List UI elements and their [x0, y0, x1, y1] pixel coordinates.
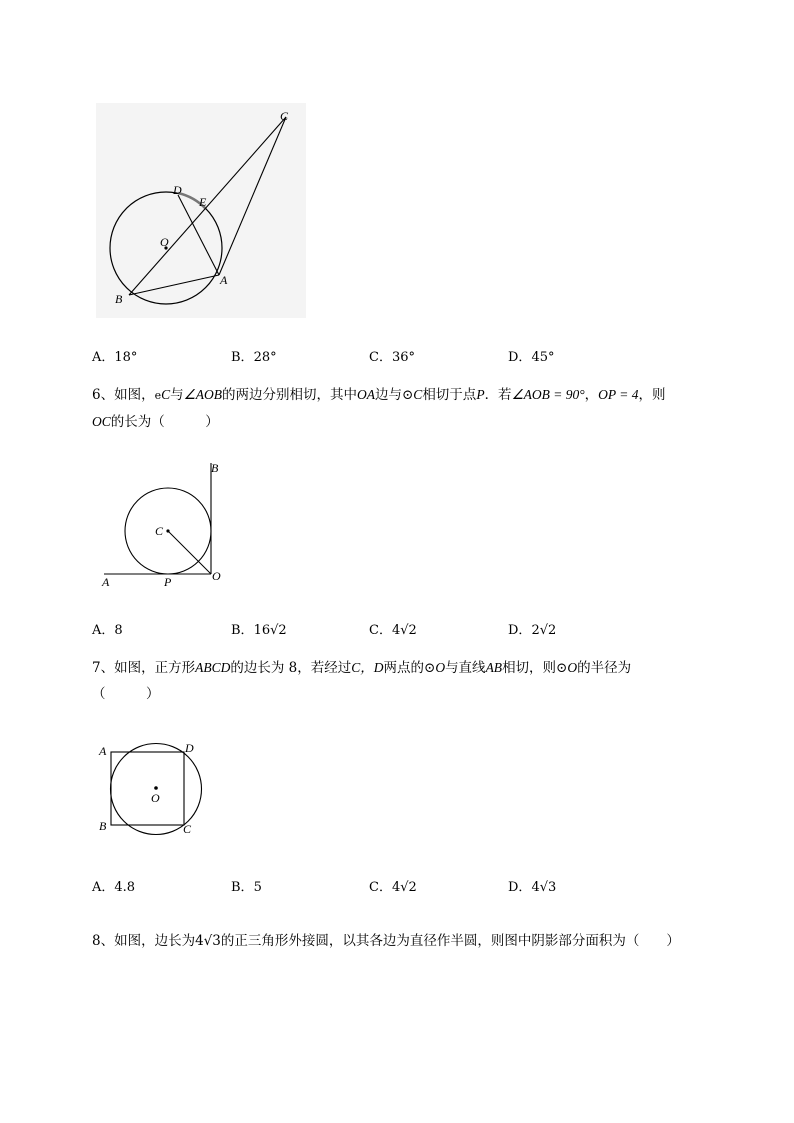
- label-c: C: [155, 524, 164, 538]
- q7-option-b: [231, 876, 262, 895]
- line-ab: [129, 275, 219, 295]
- q6-text: 相切于点: [422, 387, 477, 403]
- q6-condition: OP = 4: [598, 387, 639, 402]
- label-p: P: [164, 575, 172, 589]
- option-letter: A．: [92, 623, 115, 638]
- q7-text: 如图，正方形: [114, 660, 196, 676]
- q6-text: ．若: [484, 387, 512, 403]
- option-letter: C．: [369, 623, 392, 638]
- q6-text: 如图，: [114, 387, 155, 403]
- label-e: E: [199, 195, 207, 209]
- segment-oc: [168, 531, 211, 574]
- q6-text: 的两边分别相切，其中: [221, 387, 357, 403]
- option-value: 36°: [391, 350, 415, 365]
- label-d: D: [185, 741, 194, 755]
- q5-option-b: [231, 346, 277, 365]
- option-value: 16√2: [253, 623, 287, 638]
- q7-text: 与直线: [445, 660, 486, 676]
- q6-text: 的长为（ ）: [110, 414, 219, 430]
- option-letter: A．: [92, 880, 115, 895]
- label-a: A: [99, 744, 107, 758]
- q7-o: O: [567, 660, 578, 675]
- figure-q6-svg: [96, 455, 236, 590]
- q6-condition: ∠AOB = 90°: [511, 387, 585, 402]
- q7-text: 的半径为: [577, 660, 632, 676]
- option-letter: C．: [369, 880, 392, 895]
- option-letter: A．: [92, 350, 115, 365]
- option-letter: B．: [231, 880, 254, 895]
- label-o: O: [151, 791, 160, 805]
- q6-option-b: [231, 619, 287, 638]
- question-8: [92, 928, 742, 954]
- figure-q6: [96, 455, 236, 590]
- question-6: 6、如图，eC与∠AOB的两边分别相切，其中OA边与⊙C相切于点P．若∠AOB = 90°，OP = 4，则 OC的长为（ ）: [92, 387, 666, 430]
- option-value: 18°: [114, 350, 138, 365]
- q7-option-a: [92, 876, 135, 895]
- q8-side-length: 4√3: [195, 933, 221, 949]
- q6-text: ，则: [638, 387, 666, 403]
- q6-option-d: [508, 619, 556, 638]
- option-value: 5: [253, 880, 262, 895]
- q7-text: 的边长为 8，若经过: [230, 660, 352, 676]
- label-a: A: [220, 273, 228, 287]
- question-7: [92, 655, 742, 707]
- q8-text: 的正三角形外接圆，以其各边为直径作半圆，则图中阴影部分面积为（ ）: [220, 933, 680, 949]
- q7-ab: AB: [485, 660, 503, 675]
- figure-q7-svg: [92, 737, 217, 837]
- q5-option-a: [92, 346, 137, 365]
- label-a: A: [102, 575, 110, 589]
- option-letter: C．: [369, 350, 392, 365]
- label-b: B: [115, 292, 123, 306]
- option-value: 4√3: [531, 880, 557, 895]
- q5-option-c: [369, 346, 415, 365]
- label-o: O: [160, 235, 169, 249]
- line-ac: [219, 117, 286, 275]
- label-d: D: [173, 183, 182, 197]
- option-value: 4√2: [391, 623, 417, 638]
- q6-c: C: [161, 387, 171, 402]
- option-letter: D．: [508, 880, 532, 895]
- figure-q5: [96, 103, 306, 318]
- q6-angle: ∠AOB: [183, 387, 222, 402]
- center-o: [154, 786, 158, 790]
- label-b: B: [211, 461, 219, 475]
- option-letter: B．: [231, 623, 254, 638]
- q6-c: C: [413, 387, 423, 402]
- q6-option-c: [369, 619, 417, 638]
- label-o: O: [212, 569, 221, 583]
- figure-q7: [92, 737, 217, 837]
- option-value: 4√2: [391, 880, 417, 895]
- label-c: C: [183, 822, 192, 836]
- question-number: 7、: [92, 660, 115, 676]
- option-letter: B．: [231, 350, 254, 365]
- q7-text: 两点的⊙: [383, 660, 436, 676]
- option-letter: D．: [508, 350, 532, 365]
- option-value: 2√2: [531, 623, 557, 638]
- label-c: C: [280, 109, 289, 123]
- line-bc: [129, 117, 286, 295]
- q7-cd: C，D: [351, 660, 384, 675]
- q6-option-a: [92, 619, 123, 638]
- option-value: 8: [114, 623, 123, 638]
- q7-option-d: [508, 876, 556, 895]
- q6-oa: OA: [356, 387, 375, 402]
- q6-text: 与: [170, 387, 184, 403]
- figure-q5-svg: [96, 103, 306, 318]
- q7-abcd: ABCD: [195, 660, 231, 675]
- q6-text: 边与⊙: [374, 387, 414, 403]
- option-value: 45°: [531, 350, 555, 365]
- q7-o: O: [435, 660, 446, 675]
- q6-oc: OC: [92, 414, 111, 429]
- square-abcd: [111, 752, 184, 825]
- q6-circle-symbol: e: [154, 389, 162, 402]
- question-number: 8、: [92, 933, 115, 949]
- option-letter: D．: [508, 623, 532, 638]
- q8-text: 如图，边长为: [114, 933, 196, 949]
- q6-p: P: [476, 387, 485, 402]
- q7-answer-blank: （ ）: [92, 686, 160, 702]
- q5-option-d: [508, 346, 554, 365]
- q7-option-c: [369, 876, 417, 895]
- option-value: 4.8: [114, 880, 136, 895]
- center-c: [166, 529, 169, 532]
- option-value: 28°: [253, 350, 277, 365]
- question-number: 6、: [92, 387, 115, 403]
- q7-text: 相切，则⊙: [502, 660, 568, 676]
- label-b: B: [99, 819, 107, 833]
